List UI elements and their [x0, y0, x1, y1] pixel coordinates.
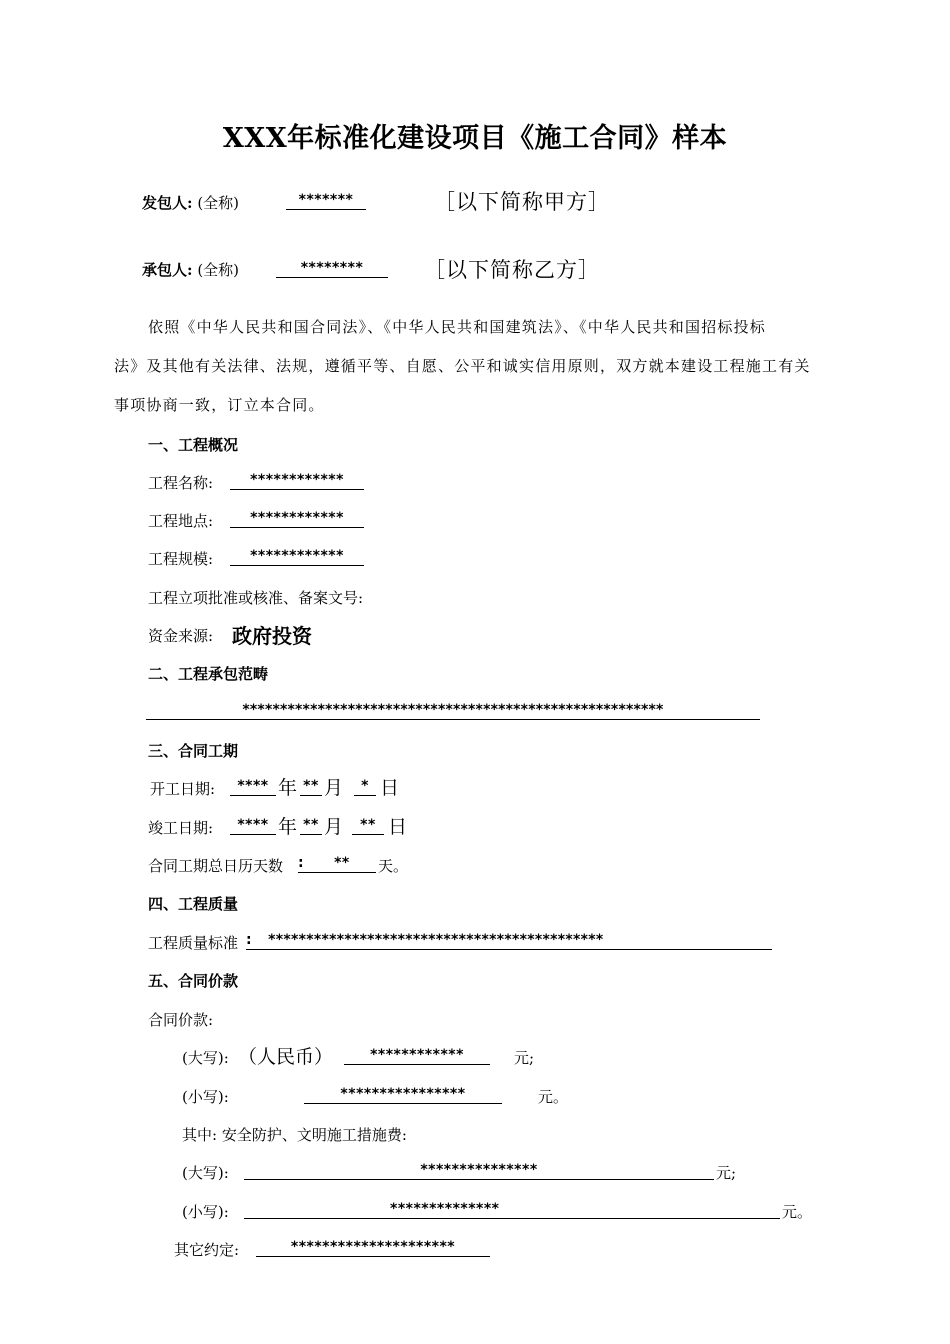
- intro-line-3: 事项协商一致，订立本合同。: [114, 396, 325, 414]
- safety-fee-label: 其中: 安全防护、文明施工措施费:: [182, 1126, 407, 1144]
- total-days-value: [298, 854, 376, 873]
- start-year-char: 年: [278, 777, 298, 799]
- start-month-char: 月: [324, 777, 344, 799]
- funding-source-label: 资金来源:: [148, 627, 214, 645]
- safety-lower-stars: **************: [390, 1201, 500, 1217]
- employer-alias: ［以下简称甲方］: [434, 190, 610, 214]
- approval-number-label: 工程立项批准或核准、备案文号:: [148, 589, 364, 607]
- intro-line-1: 依照《中华人民共和国合同法》、《中华人民共和国建筑法》、《中华人民共和国招标投标: [148, 318, 767, 336]
- price-upper-unit: 元;: [514, 1049, 535, 1067]
- safety-upper-unit: 元;: [716, 1164, 737, 1182]
- price-upper-label: (大写):: [182, 1049, 229, 1067]
- safety-upper-label: (大写):: [182, 1164, 229, 1182]
- start-month: **: [300, 777, 322, 796]
- price-lower-label: (小写):: [182, 1088, 229, 1106]
- start-year: ****: [230, 777, 276, 796]
- start-date-label: 开工日期:: [150, 780, 216, 798]
- section2-heading: 二、工程承包范畴: [148, 665, 269, 683]
- safety-lower-unit: 元。: [782, 1203, 813, 1221]
- project-location-value: ************: [230, 509, 364, 528]
- funding-source-value: 政府投资: [232, 624, 312, 648]
- price-lower-unit: 元。: [538, 1088, 569, 1106]
- intro-line-2: 法》及其他有关法律、法规，遵循平等、自愿、公平和诚实信用原则，双方就本建设工程施工有关: [114, 357, 811, 375]
- quality-standard-label: 工程质量标准: [148, 934, 239, 952]
- contractor-row: [142, 259, 239, 280]
- other-terms-label: 其它约定:: [174, 1241, 240, 1259]
- contract-price-label: 合同价款:: [148, 1011, 214, 1029]
- price-upper-value: ************: [344, 1046, 490, 1065]
- other-terms-value: *********************: [256, 1238, 490, 1257]
- quality-standard-value: [246, 931, 772, 950]
- contractor-label: 承包人:: [142, 261, 193, 279]
- section3-heading: 三、合同工期: [148, 742, 239, 760]
- total-days-number: **: [334, 855, 350, 871]
- project-location-label: 工程地点:: [148, 512, 214, 530]
- price-currency: （人民币）: [238, 1046, 334, 1068]
- project-scale-label: 工程规模:: [148, 550, 214, 568]
- total-days-colon: :: [298, 855, 305, 871]
- employer-row: [142, 192, 239, 213]
- project-name-label: 工程名称:: [148, 474, 214, 492]
- project-scale-value: ************: [230, 547, 364, 566]
- quality-standard-stars: ********************************************: [268, 932, 604, 948]
- end-year: ****: [230, 816, 276, 835]
- project-name-value: ************: [230, 471, 364, 490]
- safety-lower-value: [244, 1200, 780, 1219]
- employer-value: *******: [286, 191, 366, 210]
- section1-heading: 一、工程概况: [148, 436, 239, 454]
- contractor-alias: ［以下简称乙方］: [424, 258, 600, 282]
- employer-fullname-hint: (全称): [197, 194, 240, 212]
- price-lower-value: ****************: [304, 1085, 502, 1104]
- scope-value: ********************************************************: [146, 701, 760, 720]
- section5-heading: 五、合同价款: [148, 972, 239, 990]
- end-day-char: 日: [388, 816, 408, 838]
- document-title: XXX年标准化建设项目《施工合同》样本: [222, 123, 728, 154]
- start-day: *: [354, 777, 376, 796]
- end-day: **: [352, 816, 384, 835]
- quality-standard-colon: :: [246, 932, 253, 948]
- total-days-label: 合同工期总日历天数: [148, 857, 284, 875]
- safety-lower-label: (小写):: [182, 1203, 229, 1221]
- end-month: **: [300, 816, 322, 835]
- contractor-value: ********: [276, 259, 388, 278]
- total-days-unit: 天。: [378, 857, 409, 875]
- safety-upper-value: ***************: [244, 1161, 714, 1180]
- employer-label: 发包人:: [142, 194, 193, 212]
- end-date-label: 竣工日期:: [148, 819, 214, 837]
- start-day-char: 日: [380, 777, 400, 799]
- contractor-fullname-hint: (全称): [197, 261, 240, 279]
- section4-heading: 四、工程质量: [148, 895, 239, 913]
- end-month-char: 月: [324, 816, 344, 838]
- end-year-char: 年: [278, 816, 298, 838]
